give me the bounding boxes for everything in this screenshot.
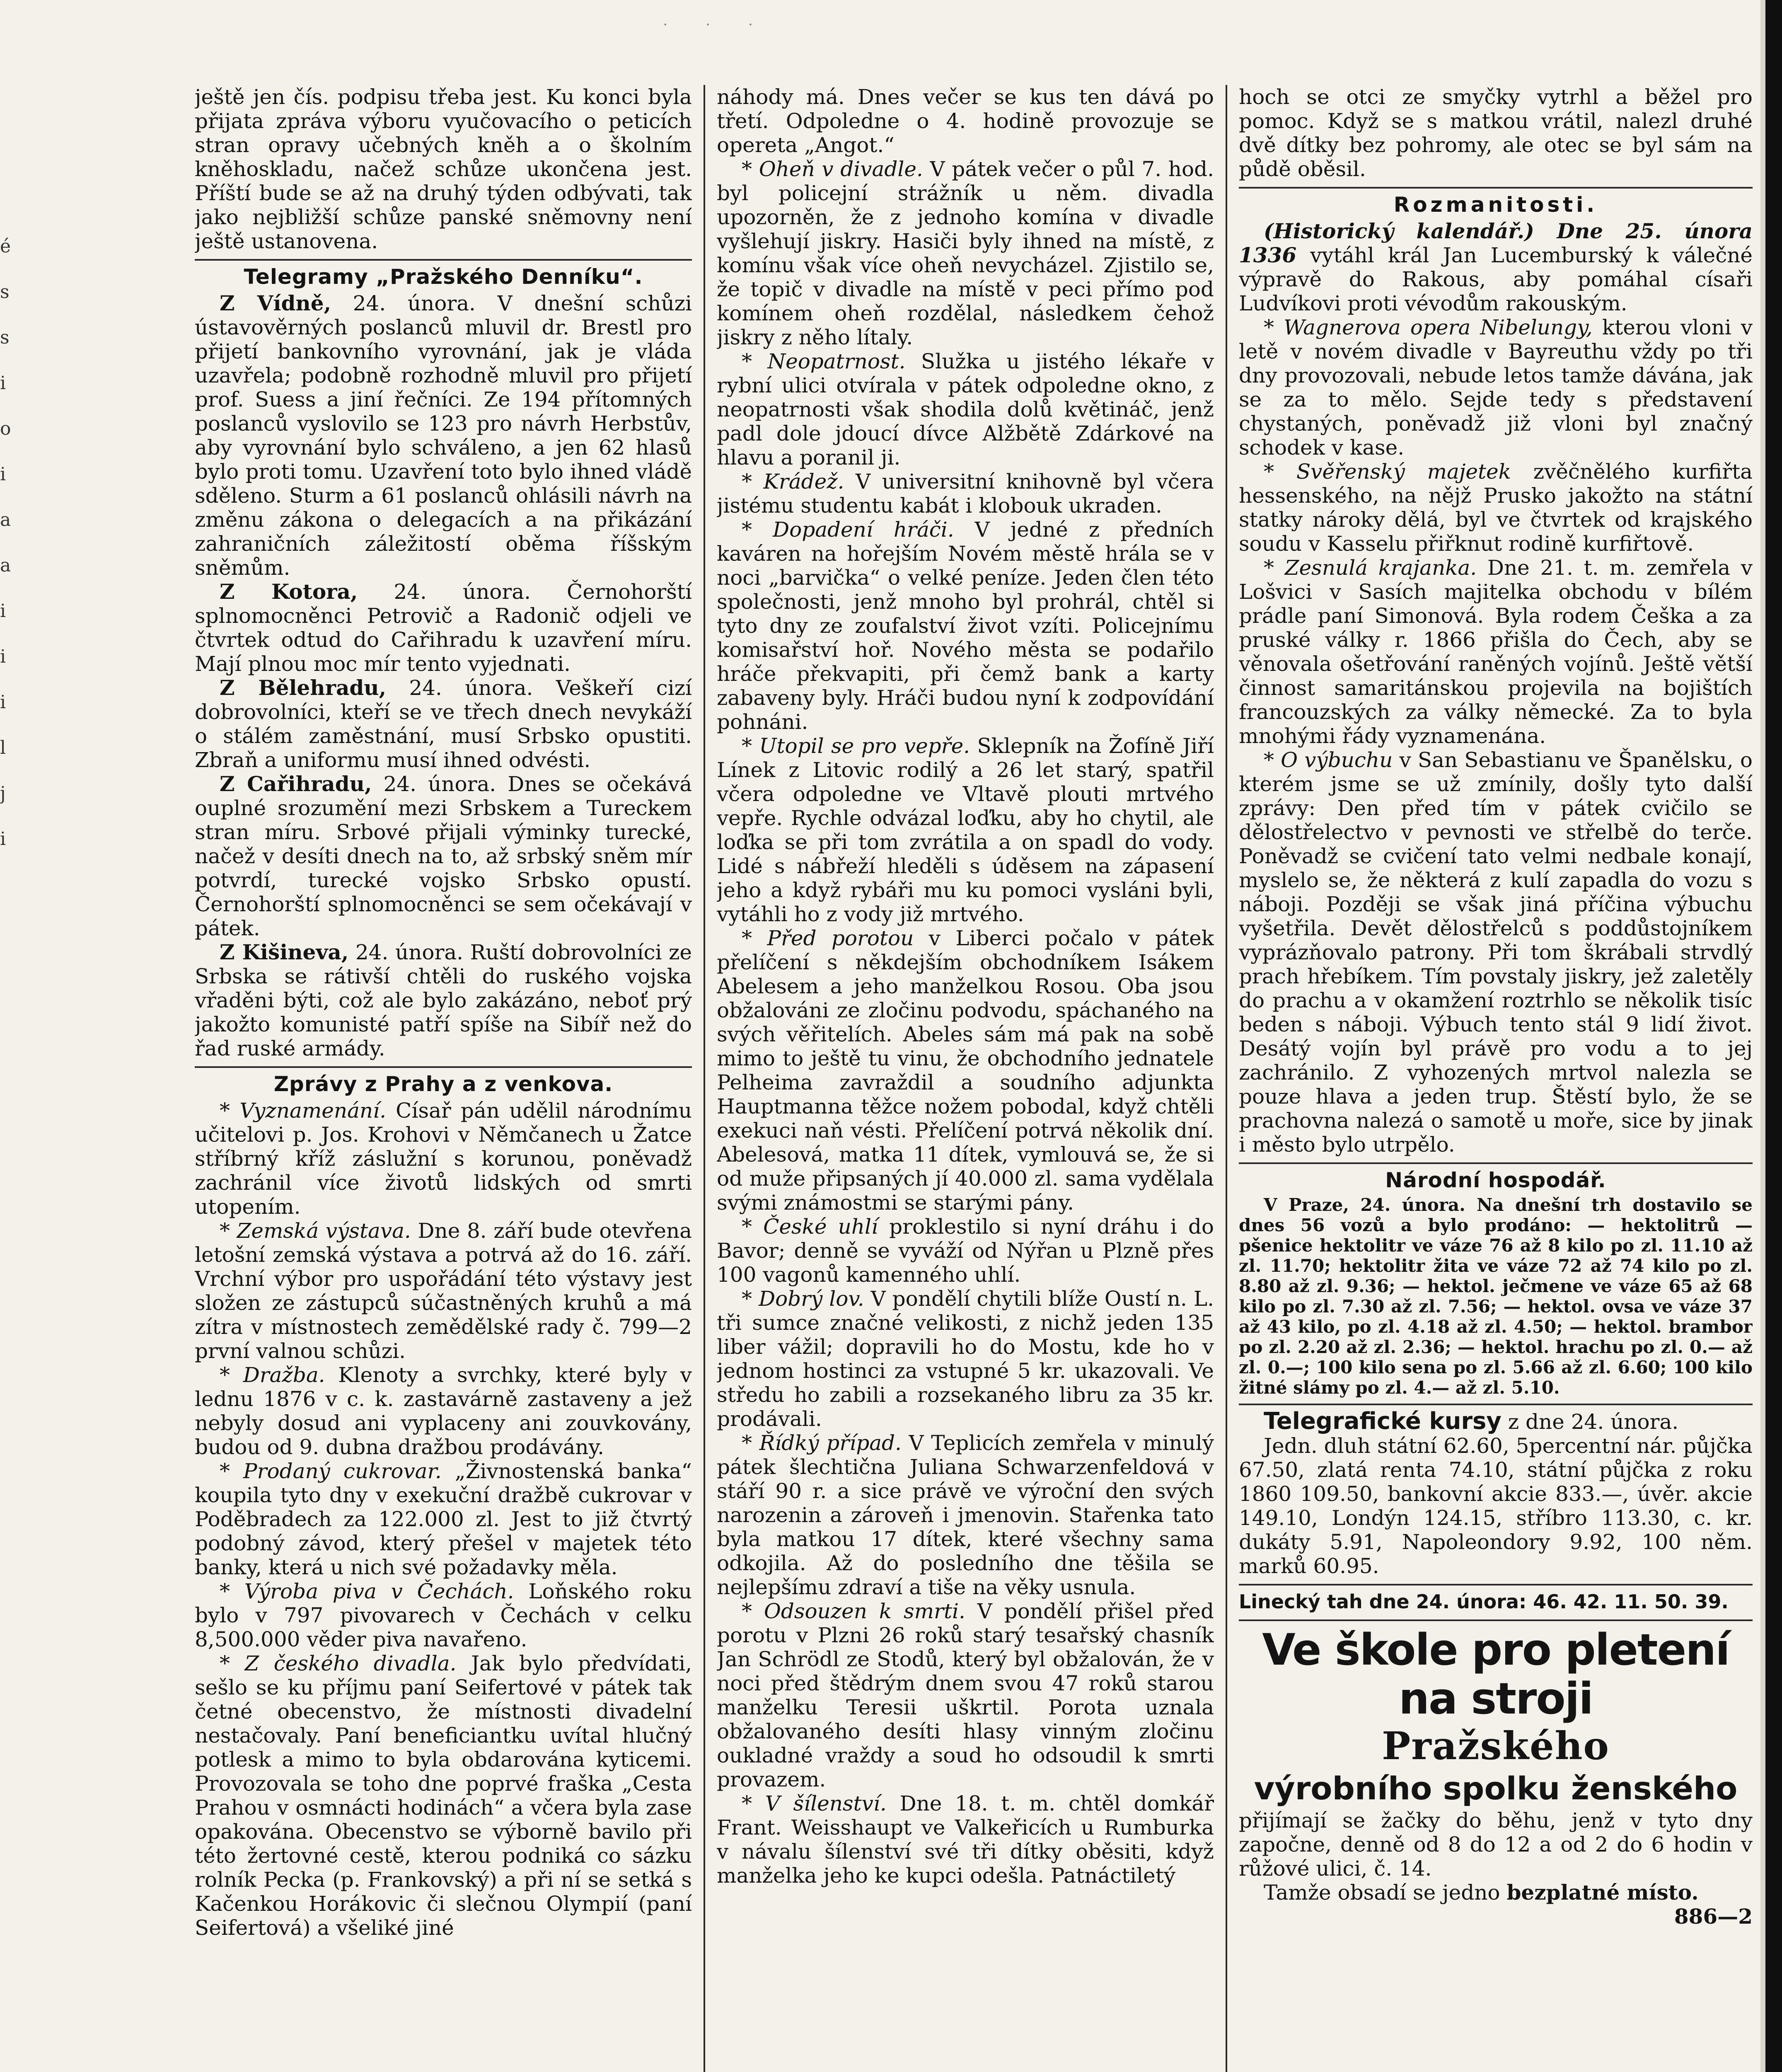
section-rule [1239, 1584, 1753, 1585]
left-gutter-chars [0, 224, 17, 862]
gutter-char: o [0, 418, 11, 439]
news-item: * Vyznamenání. Císař pán udělil národnímu učitelovi p. Jos. Krohovi v Němčanech u Žatce stříbrný kříž záslužní s korunou, poněvadž zachránil více životů lidských od smrti utopením. [195, 1099, 692, 1219]
gutter-char: é [0, 236, 11, 257]
telegram-constantinople: Z Cařihradu, 24. února. Dnes se očekává ouplné srozumění mezi Srbskem a Tureckem stran míru. Srbové přijali výminky turecké, načež v desíti dnech na to, až srbský sněm mír potvrdí, turecké vojsko Srbsko opustí. Černohorští splnomocněnci se sem očekávají v pátek. [195, 772, 692, 940]
gutter-char: j [0, 783, 6, 804]
misc-item: * Svěřenský majetek zvěčnělého kurfiřta hessenského, na nějž Prusko jakožto na státní statky nároky dělá, byl ve čtvrtek od krajského soudu v Kasselu přiřknut rodině kurfiřtově. [1239, 460, 1753, 556]
news-item: * Dražba. Klenoty a svrchky, které byly v lednu 1876 v c. k. zastavárně zastaveny a jež nebyly dosud ani vyplaceny ani zouvkovány, budou od 9. dubna dražbou prodávány. [195, 1363, 692, 1459]
telegram-vienna: Z Vídně, 24. února. V dnešní schůzi ústavověrných poslanců mluvil dr. Brestl pro přijetí bankovního vyrovnání, jak je vláda uzavřela; podobně rozhodně mluvil pro přijetí prof. Suess a jiní řečníci. Ze 194 přítomných poslanců vyslovilo se 123 pro návrh Herbstův, aby vyrovnání bylo schváleno, a jen 62 hlasů bylo proti tomu. Uzavření toto bylo ihned vládě sděleno. Sturm a 61 poslanců ohlásili návrh na změnu zákona o delegacích a na přikázání zahraničních záležitostí oběma říšským sněmům. [195, 291, 692, 580]
section-rule [195, 1066, 692, 1068]
exchange-rates-title: Telegrafické kursy z dne 24. února. [1264, 1408, 1679, 1435]
section-rule [1239, 1162, 1753, 1164]
news-item: * Před porotou v Liberci počalo v pátek přelíčení s někdejším obchodníkem Isákem Abelesem a jeho manželkou Rosou. Oba jsou obžalováni ze zločinu podvodu, spáchaného na svých věřitelích. Abeles sám má pak na sobě mimo to ještě tu vinu, že obchodního jednatele Pelheima zavraždil a soudního adjunkta Hauptmanna těžce nožem pobodal, když chtěli exekuci naň vésti. Přelíčení potrvá několik dní. Abelesová, matka 11 dítek, vymlouvá se, že si od muže připsaných jí 40.000 zl. sama vydělala svými známostmi se starými pány. [717, 926, 1214, 1215]
gutter-char: a [0, 555, 11, 576]
telegram-kotor: Z Kotora, 24. února. Černohorští splnomocněnci Petrovič a Radonič odjeli ve čtvrtek odtud do Cařihradu k uzavření míru. Mají plnou moc mír tento vyjednati. [195, 579, 692, 676]
news-item: * Dopadení hráči. V jedné z předních kaváren na hořejším Novém městě hrála se v noci „barvička“ o velké peníze. Jeden člen této společnosti, jenž mnoho byl prohrál, chtěl si tyto dny ze zoufalství život vzíti. Policejnímu komisařství hoř. Nového města se podařilo hráče překvapiti, při čemž bank a karty zabaveny byly. Hráči budou nyní k zodpovídání pohnáni. [717, 518, 1214, 734]
gutter-char: s [0, 281, 10, 303]
news-item: * Z českého divadla. Jak bylo předvídati, sešlo se ku příjmu paní Seifertové v pátek tak četné obecenstvo, že místnosti divadelní nestačovaly. Paní beneficiantku uvítal hlučný potlesk a mimo to byla obdarována kyticemi. Provozovala se toho dne poprvé fraška „Cesta Prahou v osmnácti hodinách“ a včera byla zase opakována. Obecenstvo se výborně bavilo při této žertovné cestě, kterou podniká co sázku rolník Pecka (p. Frankovský) a při ní se setká s Kačenkou Horákovic či slečnou Olympií (paní Seifertová) a všeliké jiné [195, 1651, 692, 1940]
advertisement-subheadline: Pražského [1382, 1723, 1610, 1768]
news-item: * Zemská výstava. Dne 8. září bude otevřena letošní zemská výstava a potrvá až do 16. září. Vrchní výbor pro uspořádání této výstavy jest složen ze zástupců súčastněných kruhů a má zítra v místnostech zemědělské rady č. 799—2 první valnou schůzi. [195, 1219, 692, 1363]
advertisement-headline: Ve škole pro pletení na stroji [1262, 1624, 1729, 1724]
news-item: * Prodaný cukrovar. „Živnostenská banka“ koupila tyto dny v exekuční dražbě cukrovar v Poděbradech za 122.000 zl. Jest to již čtvrtý podobný závod, který přešel v majetek této banky, která u nich své požadavky měla. [195, 1459, 692, 1579]
advertisement-organization: výrobního spolku ženského [1254, 1770, 1738, 1807]
top-dots: · · · [663, 17, 770, 34]
telegram-belgrade: Z Bělehradu, 24. února. Veškeří cizí dobrovolníci, kteří se ve třech dnech nevykáží o stálém zaměstnání, musí Srbsko opustiti. Zbraň a uniformu musí ihned odvésti. [195, 675, 692, 772]
news-item: * Řídký případ. V Teplicích zemřela v minulý pátek šlechtična Juliana Schwarzenfeldová v stáří 90 r. a sice právě ve výroční den svých narozenin a zároveň i jmenovin. Stařenka tato byla matkou 17 dítek, které všechny sama odkojila. Až do posledního dne těšila se nejlepšímu zdraví a tiše na věky usnula. [717, 1431, 1214, 1599]
misc-item: * Zesnulá krajanka. Dne 21. t. m. zemřela v Lošvici v Sasích majitelka obchodu v bílém prádle paní Simonová. Byla rodem Češka a za pruské války r. 1866 přišla do Čech, aby se věnovala ošetřování raněných vojínů. Ještě větší činnost samaritánskou projevila na bojištích francouzských za války německé. Za to byla mnohými řády vyznamenána. [1239, 556, 1753, 748]
news-item: * Neopatrnost. Služka u jistého lékaře v rybní ulici otvírala v pátek odpoledne okno, z neopatrnosti však shodila dolů květináč, jenž padl dole jdoucí dívce Alžbětě Zdárkové na hlavu a poranil ji. [717, 349, 1214, 470]
column-rule-2 [1226, 85, 1227, 2072]
newspaper-page [195, 85, 1753, 2072]
section-heading-economy: Národní hospodář. [1385, 1168, 1606, 1192]
gutter-char: i [0, 464, 6, 485]
section-rule [1239, 1619, 1753, 1621]
page-edge-binding [1765, 0, 1782, 2072]
advertisement-text: přijímají se žačky do běhu, jenž v tyto dny započne, denně od 8 do 12 a od 2 do 6 hodin v růžové ulici, č. 14. [1239, 1808, 1753, 1881]
exchange-rates: Jedn. dluh státní 62.60, 5percentní nár. půjčka 67.50, zlatá renta 74.10, státní půjčka z roku 1860 109.50, bankovní akcie 833.—, úvěr. akcie 149.10, Londýn 124.15, stříbro 113.30, c. kr. dukáty 5.91, Napoleondory 9.92, 100 něm. marků 60.95. [1239, 1434, 1753, 1578]
paragraph: náhody má. Dnes večer se kus ten dává po třetí. Odpoledne o 4. hodině provozuje se opereta „Angot.“ [717, 85, 1214, 157]
column-3 [1239, 85, 1753, 2072]
gutter-char: i [0, 692, 6, 713]
gutter-char: s [0, 327, 10, 348]
section-rule [195, 259, 692, 261]
gutter-char: l [0, 737, 6, 758]
news-item: * České uhlí proklestilo si nyní dráhu i do Bavor; denně se vyváží od Nýřan u Plzně přes 100 vagonů kamenného uhlí. [717, 1215, 1214, 1287]
news-item: * Oheň v divadle. V pátek večer o půl 7. hod. byl policejní strážník u něm. divadla upozorněn, že z jednoho komína v divadle vyšlehují jiskry. Hasiči byly ihned na místě, z komínu však více oheň nevycházel. Zjistilo se, že topič v divadle na místě v peci přímo pod komínem oheň rozdělal, následkem čehož jiskry z něho lítaly. [717, 157, 1214, 349]
gutter-char: i [0, 373, 6, 394]
gutter-char: i [0, 600, 6, 622]
misc-item: * Wagnerova opera Nibelungy, kterou vloni v letě v novém divadle v Bayreuthu vždy po tři dny provozovali, nebude letos tamže dávána, jak se za to mělo. Sejde tedy s představení chystaných, poněvadž již vloni byl značný schodek v kase. [1239, 315, 1753, 460]
column-2 [717, 85, 1214, 2072]
gutter-char: i [0, 646, 6, 667]
news-item: * V šílenství. Dne 18. t. m. chtěl domkář Frant. Weisshaupt ve Valkeřicích u Rumburka v návalu šílenství své tři dítky oběsiti, když manželka jeho ke kupci odešla. Patnáctiletý [717, 1791, 1214, 1888]
market-report: V Praze, 24. února. Na dnešní trh dostavilo se dnes 56 vozů a bylo prodáno: — hektolitrů — pšenice hektolitr ve váze 76 až 8 kilo po zl. 11.10 až zl. 11.70; hektolitr žita ve váze 72 až 74 kilo po zl. 8.80 až zl. 9.36; — hektol. ječmene ve váze 65 až 68 kilo po zl. 7.30 až zl. 7.56; — hektol. ovsa ve váze 37 až 43 kilo, po zl. 4.18 až zl. 4.50; — hektol. brambor po zl. 2.20 až zl. 2.36; — hektol. hrachu po zl. 0.— až zl. 0.—; 100 kilo sena po zl. 5.66 až zl. 6.60; 100 kilo žitné slámy po zl. 4.— až zl. 5.10. [1239, 1195, 1753, 1398]
misc-item: (Historický kalendář.) Dne 25. února 1336 vytáhl král Jan Lucemburský k válečné výpravě do Rakous, aby pomáhal císaři Ludvíkovi proti vévodům rakouským. [1239, 219, 1753, 315]
telegram-chisinau: Z Kišineva, 24. února. Ruští dobrovolníci ze Srbska se rátivší chtěli do ruského vojska vřaděni býti, což ale bylo zakázáno, neboť prý jakožto komunisté patří spíše na Sibíř než do řad ruské armády. [195, 940, 692, 1060]
advertisement-footer: Tamže obsadí se jedno bezplatné místo. 886—2 [1264, 1880, 1753, 1929]
news-item: * Výroba piva v Čechách. Loňského roku bylo v 797 pivovarech v Čechách v celku 8,500.000 věder piva navařeno. [195, 1579, 692, 1651]
column-1 [195, 85, 692, 2072]
section-rule [1239, 187, 1753, 189]
news-item: * Krádež. V universitní knihovně byl včera jistému studentu kabát i klobouk ukraden. [717, 470, 1214, 518]
section-heading-telegrams: Telegramy „Pražského Denníku“. [244, 265, 643, 289]
section-heading-prague: Zprávy z Prahy a z venkova. [273, 1072, 613, 1096]
paragraph: hoch se otci ze smyčky vytrhl a běžel pro pomoc. Když se s matkou vrátil, nalezl druhé dvě dítky bez pohromy, ale otec se byl sám na půdě oběsil. [1239, 85, 1753, 181]
page-edge-shadow [1760, 0, 1765, 2072]
section-rule [1239, 1404, 1753, 1405]
lottery-draw: Linecký tah dne 24. února: 46. 42. 11. 50. 39. [1239, 1590, 1729, 1613]
news-item: * Dobrý lov. V pondělí chytili blíže Oustí n. L. tři sumce značné velikosti, z nichž jeden 135 liber vážil; dopravili ho do Mostu, kde ho v jednom hostinci za vstupné 5 kr. ukazovali. Ve středu ho zabili a rozsekaného libru za 35 kr. prodávali. [717, 1287, 1214, 1431]
news-item: * Odsouzen k smrti. V pondělí přišel před porotu v Plzni 26 roků starý tesařský chasník Jan Schrödl ze Stodů, který byl obžalován, že v noci před štědrým dnem svou 47 roků starou manželku Teresii uškrtil. Porota uznala obžalovaného desíti hlasy vinným zločinu oukladné vraždy a soud ho odsoudil k smrti provazem. [717, 1599, 1214, 1791]
section-heading-miscellany: Rozmanitosti. [1393, 193, 1598, 217]
gutter-char: i [0, 828, 6, 850]
column-rule-1 [704, 85, 705, 2072]
gutter-char: a [0, 509, 11, 530]
paragraph: ještě jen čís. podpisu třeba jest. Ku konci byla přijata zpráva výboru vyučovacího o peticích stran opravy učebných kněh a o školním kněhoskladu, načež schůze ukončena jest. Příští bude se až na druhý týden odbývati, tak jako nejbližší schůze panské sněmovny není ještě ustanovena. [195, 85, 692, 253]
news-item: * Utopil se pro vepře. Sklepník na Žofíně Jiří Línek z Litovic rodilý a 26 let starý, spatřil včera odpoledne ve Vltavě plouti mrtvého vepře. Rychle odvázal loďku, aby ho chytil, ale loďka se při tom zvrátila a on spadl do vody. Lidé s nábřeží hleděli s úděsem na zápasení jeho a když rybáři mu ku pomoci vysláni byli, vytáhli ho z vody již mrtvého. [717, 734, 1214, 926]
misc-item: * O výbuchu v San Sebastianu ve Španělsku, o kterém jsme se už zmínily, došly tyto další zprávy: Den před tím v pátek cvičilo se dělostřelectvo v pevnosti ve střelbě do terče. Poněvadž se cvičení tato velmi nedbale konají, myslelo se, že některá z kulí zapadla do vozu s náboji. Později se však jiná příčina výbuchu vyšetřila. Devět dělostřelců s poddůstojníkem vyprázňovalo patrony. Při tom škrábali strvdlý prach hřebíkem. Tím povstaly jiskry, jež zaletěly do prachu a v okamžení roztrhlo se několik tisíc beden s náboji. Výbuch tento stál 9 lidí život. Desátý vojín byl právě pro vodu a to jej zachránilo. Z vyhozených mrtvol nalezla se pouze hlava a jeden trup. Štěstí bylo, že se prachovna nalezá o samotě u moře, sice by jinak i město bylo utrpělo. [1239, 748, 1753, 1157]
